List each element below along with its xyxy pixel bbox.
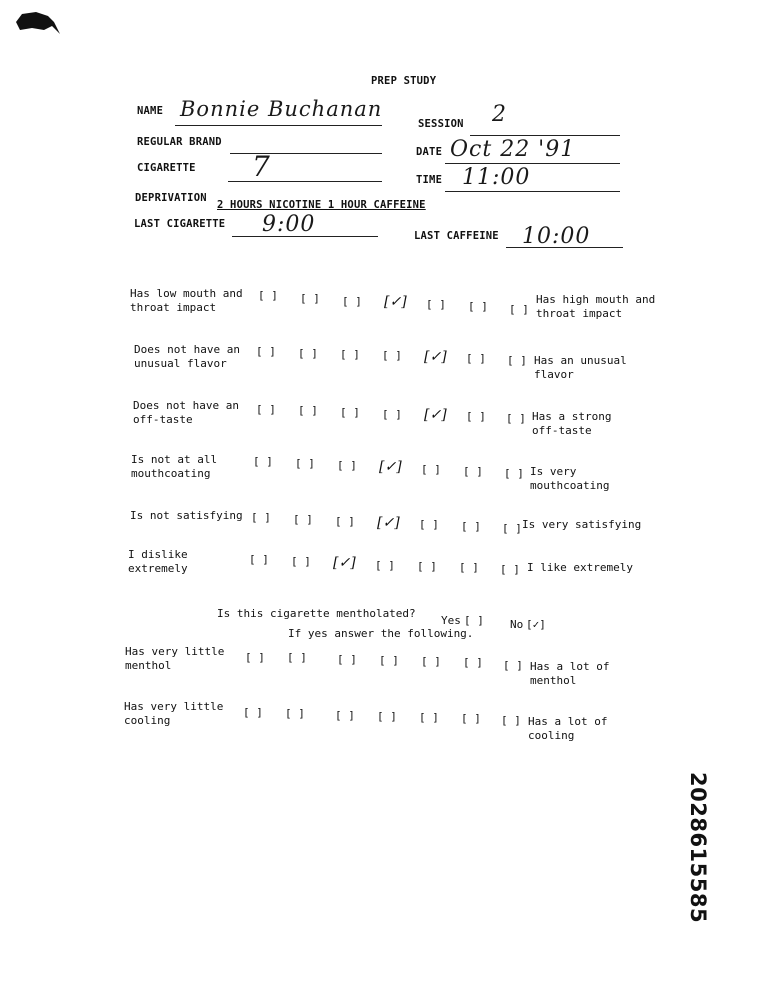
scale-left-label: Does not have an off-taste	[133, 399, 239, 426]
scale-checkbox-3[interactable]: [ ]	[335, 515, 355, 528]
scale-checkbox-6[interactable]: [ ]	[461, 520, 481, 533]
scale-left-label: I dislike extremely	[128, 548, 188, 575]
scale-checkbox-6[interactable]: [ ]	[463, 465, 483, 478]
scale-right-label: Is very satisfying	[522, 518, 642, 531]
name-line	[175, 125, 382, 126]
scale-right-label: Has an unusual flavor	[534, 354, 627, 381]
cigarette-value: 7	[252, 150, 271, 183]
scale-checkbox-2[interactable]: [ ]	[295, 457, 315, 470]
menthol-scale-right-label: Has a lot of cooling	[528, 715, 608, 742]
date-value: Oct 22 '91	[450, 137, 576, 162]
scale-checkbox-2[interactable]: [ ]	[291, 555, 311, 568]
scale-checkbox-5[interactable]: [ ]	[421, 463, 441, 476]
ink-blot	[14, 8, 62, 36]
menthol-scale-checkbox-4[interactable]: [ ]	[377, 710, 397, 723]
scale-checkbox-3[interactable]: [ ]	[342, 295, 362, 308]
scale-checkbox-3[interactable]: [ ]	[340, 348, 360, 361]
menthol-scale-checkbox-2[interactable]: [ ]	[285, 707, 305, 720]
scale-checkbox-4[interactable]: [✓]	[384, 294, 407, 310]
scale-checkbox-5[interactable]: [ ]	[417, 560, 437, 573]
scale-checkbox-6[interactable]: [ ]	[468, 300, 488, 313]
menthol-no-checkbox[interactable]: [✓]	[526, 618, 546, 631]
scale-checkbox-2[interactable]: [ ]	[300, 292, 320, 305]
menthol-scale-checkbox-3[interactable]: [ ]	[335, 709, 355, 722]
page-title: PREP STUDY	[371, 75, 437, 87]
scale-checkbox-4[interactable]: [ ]	[382, 408, 402, 421]
scale-checkbox-4[interactable]: [ ]	[375, 559, 395, 572]
cigarette-label: CIGARETTE	[137, 162, 196, 174]
scale-checkbox-6[interactable]: [ ]	[466, 352, 486, 365]
scale-checkbox-3[interactable]: [ ]	[340, 406, 360, 419]
scale-left-label: Does not have an unusual flavor	[134, 343, 240, 370]
time-line	[445, 191, 620, 192]
menthol-scale-checkbox-6[interactable]: [ ]	[461, 712, 481, 725]
menthol-scale-checkbox-7[interactable]: [ ]	[501, 714, 521, 727]
menthol-instruction: If yes answer the following.	[288, 627, 474, 640]
scale-right-label: Is very mouthcoating	[530, 465, 610, 492]
scale-left-label: Is not at all mouthcoating	[131, 453, 218, 480]
deprivation-label: DEPRIVATION	[135, 192, 207, 204]
scale-checkbox-5[interactable]: [ ]	[426, 298, 446, 311]
scale-right-label: Has a strong off-taste	[532, 410, 612, 437]
menthol-question: Is this cigarette mentholated?	[217, 607, 416, 620]
menthol-scale-checkbox-5[interactable]: [ ]	[419, 711, 439, 724]
name-label: NAME	[137, 105, 164, 117]
session-line	[470, 135, 620, 136]
scale-checkbox-5[interactable]: [ ]	[419, 518, 439, 531]
deprivation-value: 2 HOURS NICOTINE 1 HOUR CAFFEINE	[217, 199, 426, 211]
menthol-scale-checkbox-3[interactable]: [ ]	[337, 653, 357, 666]
scale-checkbox-7[interactable]: [ ]	[502, 522, 522, 535]
scale-checkbox-1[interactable]: [ ]	[253, 455, 273, 468]
scale-checkbox-7[interactable]: [ ]	[507, 354, 527, 367]
scale-checkbox-7[interactable]: [ ]	[500, 563, 520, 576]
menthol-yes-label: Yes	[441, 614, 461, 627]
scale-checkbox-6[interactable]: [ ]	[459, 561, 479, 574]
scale-checkbox-4[interactable]: [✓]	[377, 515, 400, 531]
scale-checkbox-2[interactable]: [ ]	[293, 513, 313, 526]
scale-checkbox-2[interactable]: [ ]	[298, 404, 318, 417]
last-cigarette-value: 9:00	[262, 212, 316, 237]
scale-checkbox-6[interactable]: [ ]	[466, 410, 486, 423]
last-caffeine-label: LAST CAFFEINE	[414, 230, 499, 242]
last-caffeine-value: 10:00	[522, 224, 591, 249]
menthol-scale-checkbox-4[interactable]: [ ]	[379, 654, 399, 667]
menthol-scale-checkbox-7[interactable]: [ ]	[503, 659, 523, 672]
brand-label: REGULAR BRAND	[137, 136, 222, 148]
scale-checkbox-7[interactable]: [ ]	[509, 303, 529, 316]
scale-checkbox-5[interactable]: [✓]	[424, 349, 447, 365]
document-id-text: 2028615585	[686, 772, 710, 924]
scale-checkbox-4[interactable]: [✓]	[379, 459, 402, 475]
menthol-no-label: No	[510, 618, 524, 631]
scale-checkbox-7[interactable]: [ ]	[504, 467, 524, 480]
menthol-scale-left-label: Has very little menthol	[125, 645, 225, 672]
scale-checkbox-1[interactable]: [ ]	[256, 345, 276, 358]
scale-checkbox-4[interactable]: [ ]	[382, 349, 402, 362]
time-label: TIME	[416, 174, 443, 186]
name-value: Bonnie Buchanan	[180, 97, 383, 121]
time-value: 11:00	[462, 165, 531, 190]
menthol-scale-checkbox-5[interactable]: [ ]	[421, 655, 441, 668]
menthol-scale-right-label: Has a lot of menthol	[530, 660, 610, 687]
scale-checkbox-3[interactable]: [ ]	[337, 459, 357, 472]
session-label: SESSION	[418, 118, 464, 130]
menthol-scale-left-label: Has very little cooling	[124, 700, 224, 727]
scale-right-label: Has high mouth and throat impact	[536, 293, 656, 320]
menthol-yes-checkbox[interactable]: [ ]	[464, 614, 484, 627]
scale-checkbox-1[interactable]: [ ]	[258, 289, 278, 302]
menthol-scale-checkbox-6[interactable]: [ ]	[463, 656, 483, 669]
scale-right-label: I like extremely	[527, 561, 633, 574]
scale-left-label: Is not satisfying	[130, 509, 243, 522]
scale-checkbox-1[interactable]: [ ]	[256, 403, 276, 416]
menthol-scale-checkbox-1[interactable]: [ ]	[243, 706, 263, 719]
session-value: 2	[492, 102, 507, 127]
last-cigarette-label: LAST CIGARETTE	[134, 218, 226, 230]
date-label: DATE	[416, 146, 443, 158]
date-line	[445, 163, 620, 164]
menthol-scale-checkbox-1[interactable]: [ ]	[245, 651, 265, 664]
scale-checkbox-5[interactable]: [✓]	[424, 407, 447, 423]
scale-checkbox-7[interactable]: [ ]	[506, 412, 526, 425]
scale-checkbox-1[interactable]: [ ]	[249, 553, 269, 566]
scale-checkbox-3[interactable]: [✓]	[333, 555, 356, 571]
scale-left-label: Has low mouth and throat impact	[130, 287, 243, 314]
scale-checkbox-2[interactable]: [ ]	[298, 347, 318, 360]
scale-checkbox-1[interactable]: [ ]	[251, 511, 271, 524]
menthol-scale-checkbox-2[interactable]: [ ]	[287, 651, 307, 664]
